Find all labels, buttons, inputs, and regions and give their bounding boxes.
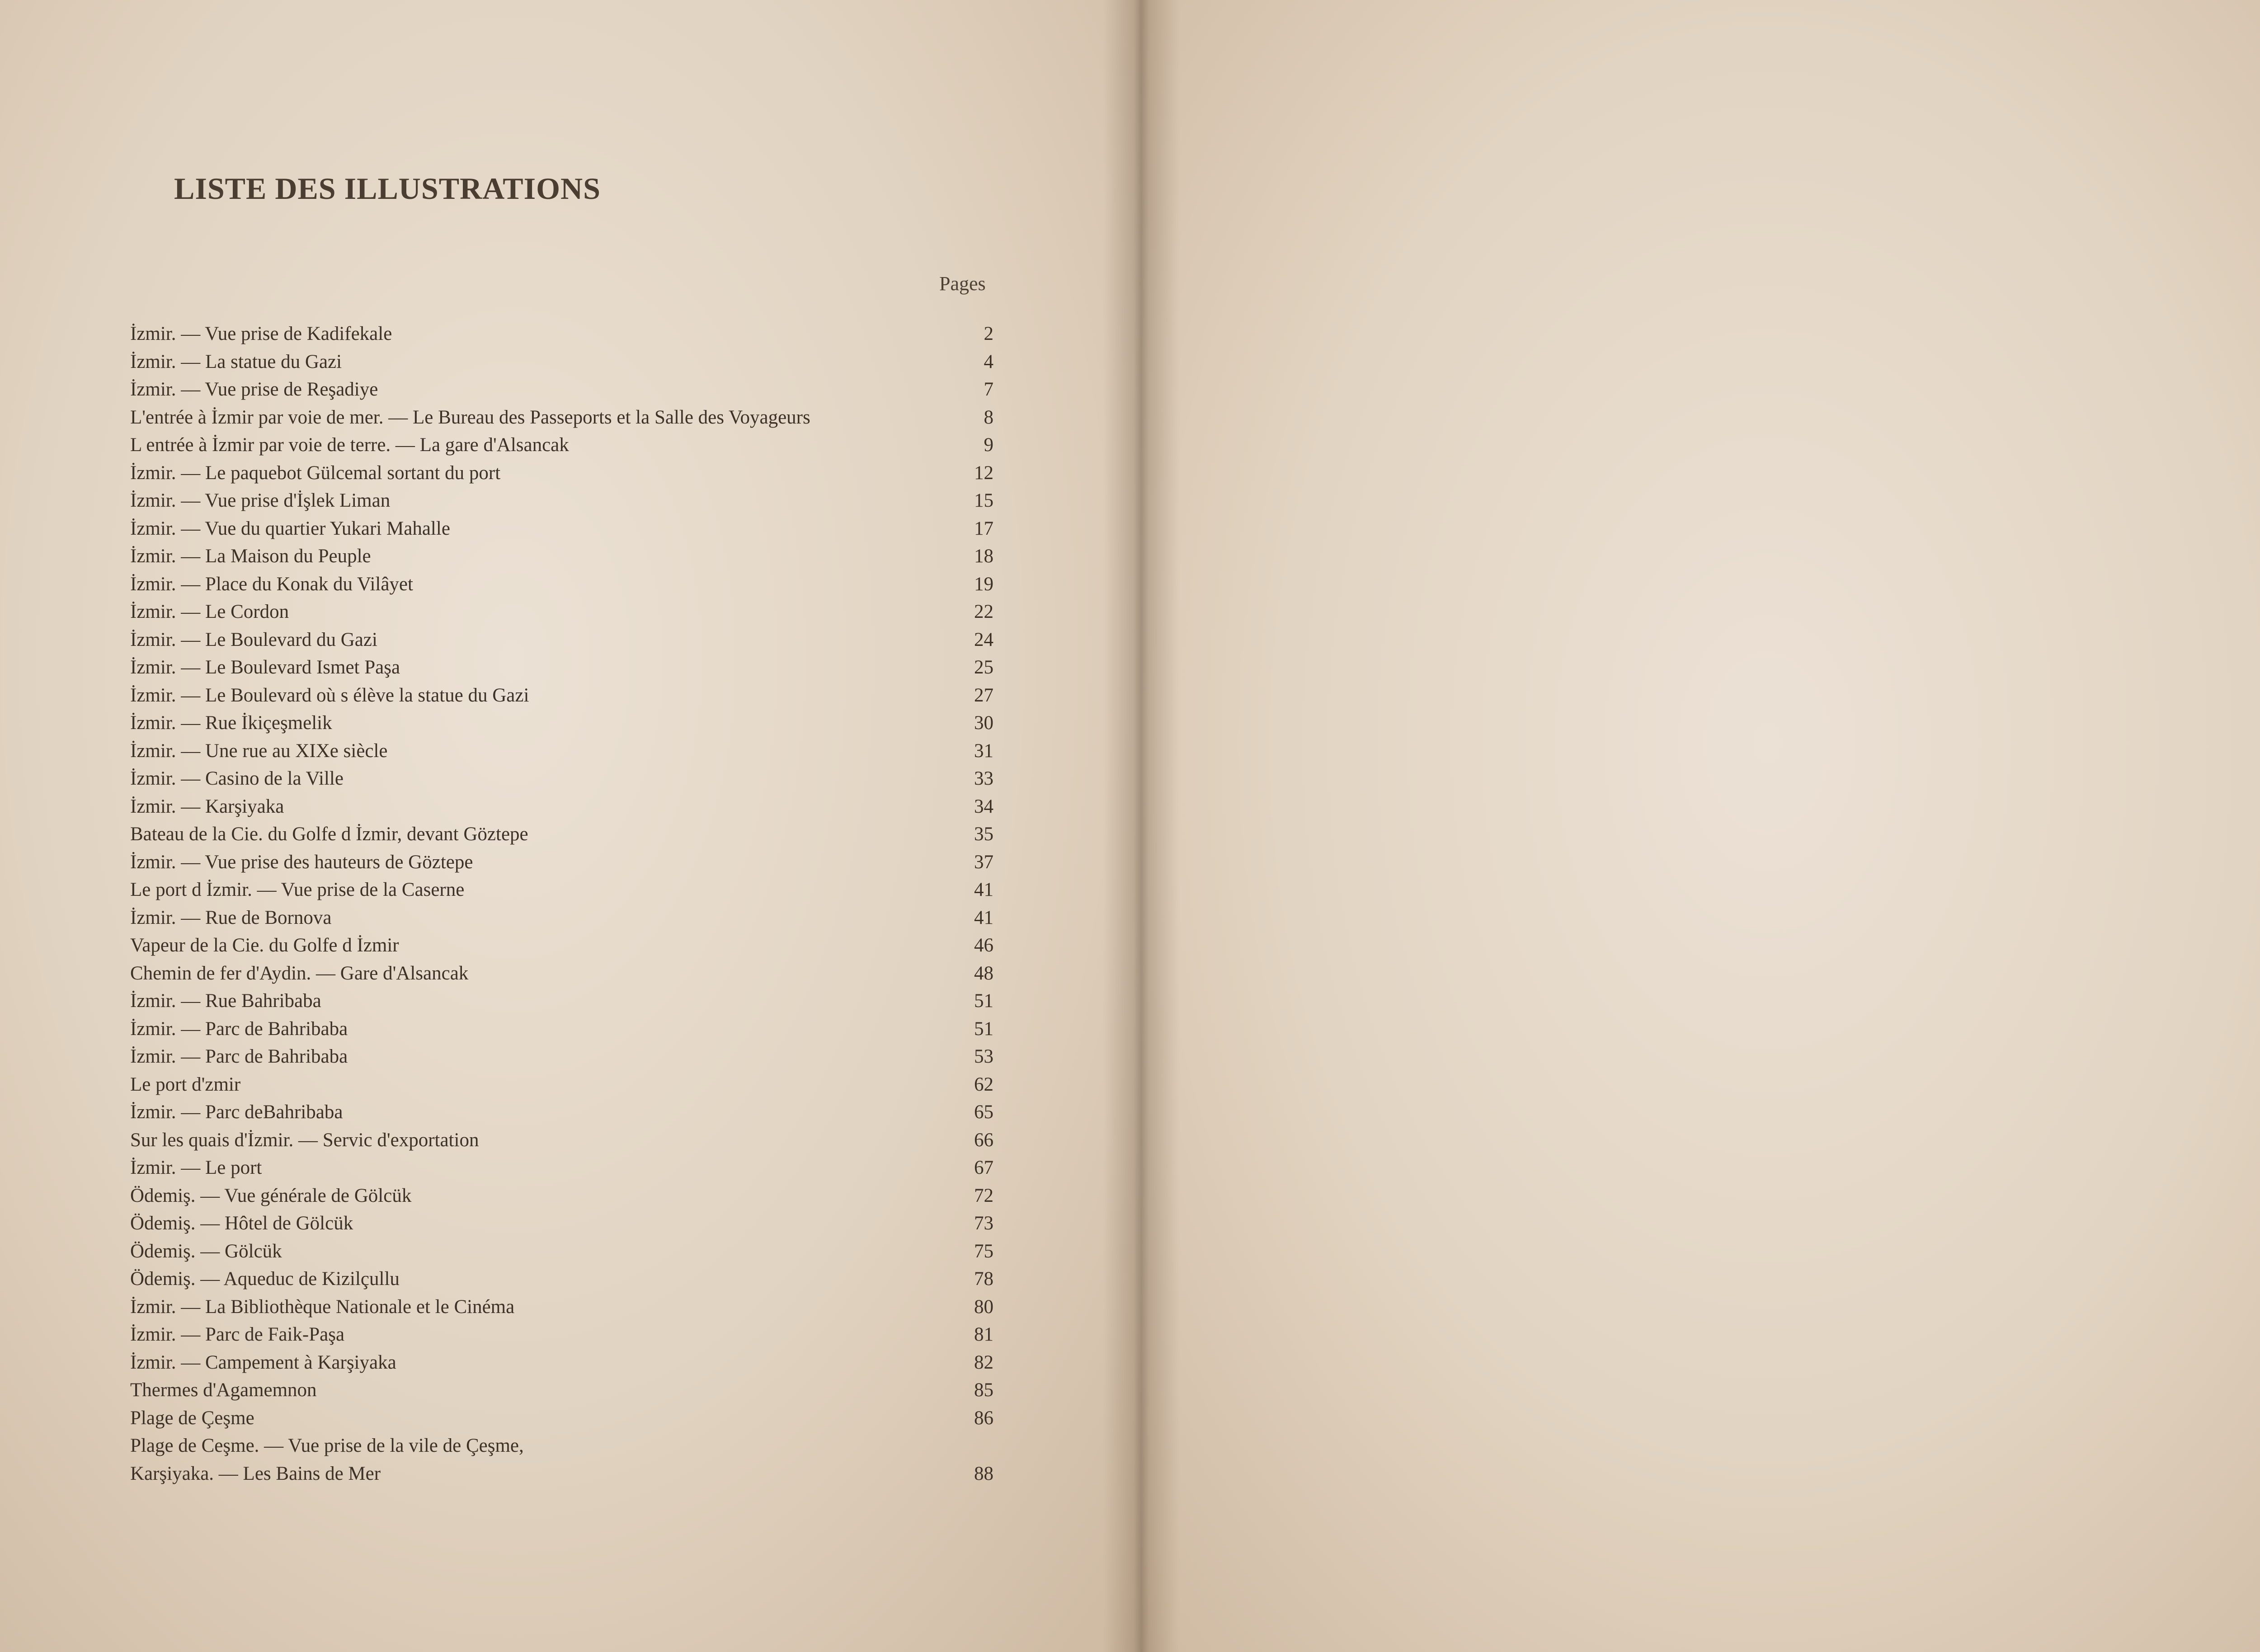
illustration-entry	[130, 598, 993, 626]
entry-page-number: 86	[974, 1407, 993, 1429]
illustration-entry	[130, 376, 993, 404]
illustration-entry	[130, 1293, 993, 1321]
entry-page-number: 18	[974, 546, 993, 567]
illustration-entry	[130, 1182, 993, 1210]
entry-page-number: 51	[974, 1018, 993, 1040]
illustration-entry	[130, 487, 993, 515]
illustration-entry	[130, 1432, 993, 1460]
illustration-entry	[130, 1015, 993, 1043]
entry-page-number: 27	[974, 684, 993, 706]
entry-caption: İzmir. — Campement à Karşiyaka	[130, 1351, 396, 1373]
entry-caption: L entrée à İzmir par voie de terre. — La gare d'Alsancak	[130, 434, 569, 456]
illustration-entry	[130, 1098, 993, 1126]
entry-caption: Bateau de la Cie. du Golfe d İzmir, devant Göztepe	[130, 824, 528, 845]
entry-caption: İzmir. — Le Boulevard Ismet Paşa	[130, 657, 400, 678]
entry-caption: İzmir. — Casino de la Ville	[130, 768, 344, 789]
entry-page-number: 35	[974, 824, 993, 845]
entry-page-number: 25	[974, 657, 993, 678]
illustration-entry	[130, 737, 993, 765]
illustration-entry	[130, 820, 993, 848]
entry-caption: İzmir. — Rue İkiçeşmelik	[130, 712, 332, 734]
entry-page-number: 9	[984, 434, 993, 456]
entry-page-number: 22	[974, 601, 993, 622]
entry-page-number: 4	[984, 351, 993, 372]
illustration-entry	[130, 904, 993, 932]
entry-caption: İzmir. — La Maison du Peuple	[130, 546, 371, 567]
illustration-entry	[130, 1154, 993, 1182]
entry-caption: Le port d'zmir	[130, 1073, 241, 1095]
entry-caption: İzmir. — Vue prise d'İşlek Liman	[130, 490, 391, 511]
right-page	[1139, 0, 2260, 1652]
illustration-entry	[130, 431, 993, 459]
entry-page-number: 81	[974, 1324, 993, 1345]
entry-caption: Plage de Ceşme. — Vue prise de la vile de Çeşme,	[130, 1435, 524, 1456]
entry-page-number: 82	[974, 1351, 993, 1373]
entry-caption: Ödemiş. — Aqueduc de Kizilçullu	[130, 1268, 400, 1290]
entry-page-number: 53	[974, 1046, 993, 1067]
entry-page-number: 48	[974, 962, 993, 984]
entry-page-number: 88	[974, 1463, 993, 1484]
entry-caption: İzmir. — La Bibliothèque Nationale et le Cinéma	[130, 1296, 515, 1318]
entry-page-number: 65	[974, 1101, 993, 1123]
illustration-entry	[130, 1265, 993, 1293]
entry-page-number: 41	[974, 879, 993, 900]
entry-caption: İzmir. — La statue du Gazi	[130, 351, 342, 372]
entry-page-number: 46	[974, 935, 993, 956]
entry-caption: İzmir. — Le Boulevard du Gazi	[130, 629, 377, 650]
entry-caption: İzmir. — Une rue au XIXe siècle	[130, 740, 388, 762]
page-title: LISTE DES ILLUSTRATIONS	[174, 171, 601, 206]
illustration-entry	[130, 1321, 993, 1349]
illustration-entry	[130, 876, 993, 904]
entry-page-number: 31	[974, 740, 993, 762]
entry-caption: İzmir. — Parc de Bahribaba	[130, 1018, 348, 1040]
entry-page-number: 33	[974, 768, 993, 789]
illustration-entry	[130, 932, 993, 960]
illustration-entry	[130, 626, 993, 654]
pages-column-header: Pages	[939, 273, 986, 295]
entry-page-number: 7	[984, 379, 993, 400]
entry-page-number: 73	[974, 1213, 993, 1234]
entry-page-number: 67	[974, 1157, 993, 1178]
entry-caption: İzmir. — Vue prise de Kadifekale	[130, 323, 392, 344]
entry-caption: İzmir. — Le Cordon	[130, 601, 289, 622]
entry-page-number: 34	[974, 795, 993, 817]
entry-caption: İzmir. — Rue de Bornova	[130, 907, 332, 928]
illustration-entry	[130, 542, 993, 570]
entry-caption: L'entrée à İzmir par voie de mer. — Le Bureau des Passeports et la Salle des Voyageurs	[130, 406, 810, 428]
entry-caption: İzmir. — Le Boulevard où s élève la statue du Gazi	[130, 684, 529, 706]
entry-caption: Thermes d'Agamemnon	[130, 1379, 317, 1401]
entry-caption: Ödemiş. — Gölcük	[130, 1240, 282, 1262]
illustration-entry	[130, 1043, 993, 1071]
entry-page-number: 15	[974, 490, 993, 511]
illustration-entry	[130, 459, 993, 487]
illustration-entry	[130, 1210, 993, 1238]
entry-caption: Chemin de fer d'Aydin. — Gare d'Alsancak	[130, 962, 469, 984]
illustration-entry	[130, 987, 993, 1015]
entry-page-number: 2	[984, 323, 993, 344]
illustration-entry	[130, 765, 993, 793]
illustration-entry	[130, 1404, 993, 1432]
illustration-entry	[130, 1349, 993, 1377]
entry-caption: Ödemiş. — Hôtel de Gölcük	[130, 1213, 353, 1234]
illustration-entry	[130, 1238, 993, 1266]
entry-caption: İzmir. — Place du Konak du Vilâyet	[130, 573, 413, 595]
entry-page-number: 30	[974, 712, 993, 734]
entry-page-number: 41	[974, 907, 993, 928]
illustration-list-left	[130, 320, 993, 1487]
illustration-entry	[130, 570, 993, 598]
illustration-entry	[130, 793, 993, 821]
entry-caption: Sur les quais d'İzmir. — Servic d'exportation	[130, 1129, 479, 1151]
entry-caption: İzmir. — Vue du quartier Yukari Mahalle	[130, 518, 450, 539]
entry-page-number: 12	[974, 462, 993, 484]
entry-caption: Ödemiş. — Vue générale de Gölcük	[130, 1185, 412, 1206]
illustration-entry	[130, 1126, 993, 1154]
illustration-entry	[130, 320, 993, 348]
book-gutter	[1103, 0, 1180, 1652]
illustration-entry	[130, 1376, 993, 1404]
entry-caption: Le port d İzmir. — Vue prise de la Caserne	[130, 879, 465, 900]
entry-caption: İzmir. — Le paquebot Gülcemal sortant du port	[130, 462, 501, 484]
entry-caption: Karşiyaka. — Les Bains de Mer	[130, 1463, 381, 1484]
illustration-entry	[130, 1071, 993, 1099]
entry-caption: Plage de Çeşme	[130, 1407, 254, 1429]
illustration-entry	[130, 848, 993, 876]
entry-page-number: 51	[974, 990, 993, 1012]
illustration-entry	[130, 960, 993, 988]
illustration-entry	[130, 709, 993, 737]
illustration-entry	[130, 682, 993, 710]
entry-page-number: 85	[974, 1379, 993, 1401]
entry-page-number: 80	[974, 1296, 993, 1318]
entry-caption: İzmir. — Rue Bahribaba	[130, 990, 321, 1012]
illustration-entry	[130, 404, 993, 432]
entry-caption: İzmir. — Parc de Bahribaba	[130, 1046, 348, 1067]
illustration-entry	[130, 1460, 993, 1488]
entry-caption: İzmir. — Parc de Faik-Paşa	[130, 1324, 345, 1345]
entry-page-number: 17	[974, 518, 993, 539]
entry-page-number: 75	[974, 1240, 993, 1262]
entry-caption: İzmir. — Parc deBahribaba	[130, 1101, 343, 1123]
entry-caption: İzmir. — Le port	[130, 1157, 262, 1178]
illustration-entry	[130, 515, 993, 543]
entry-page-number: 78	[974, 1268, 993, 1290]
illustration-entry	[130, 348, 993, 376]
entry-caption: İzmir. — Karşiyaka	[130, 795, 284, 817]
entry-page-number: 19	[974, 573, 993, 595]
entry-caption: İzmir. — Vue prise des hauteurs de Göztepe	[130, 851, 473, 873]
entry-page-number: 72	[974, 1185, 993, 1206]
entry-page-number: 66	[974, 1129, 993, 1151]
entry-caption: Vapeur de la Cie. du Golfe d İzmir	[130, 935, 399, 956]
entry-page-number: 62	[974, 1073, 993, 1095]
illustration-entry	[130, 654, 993, 682]
entry-page-number: 37	[974, 851, 993, 873]
entry-caption: İzmir. — Vue prise de Reşadiye	[130, 379, 378, 400]
entry-page-number: 8	[984, 406, 993, 428]
entry-page-number: 24	[974, 629, 993, 650]
